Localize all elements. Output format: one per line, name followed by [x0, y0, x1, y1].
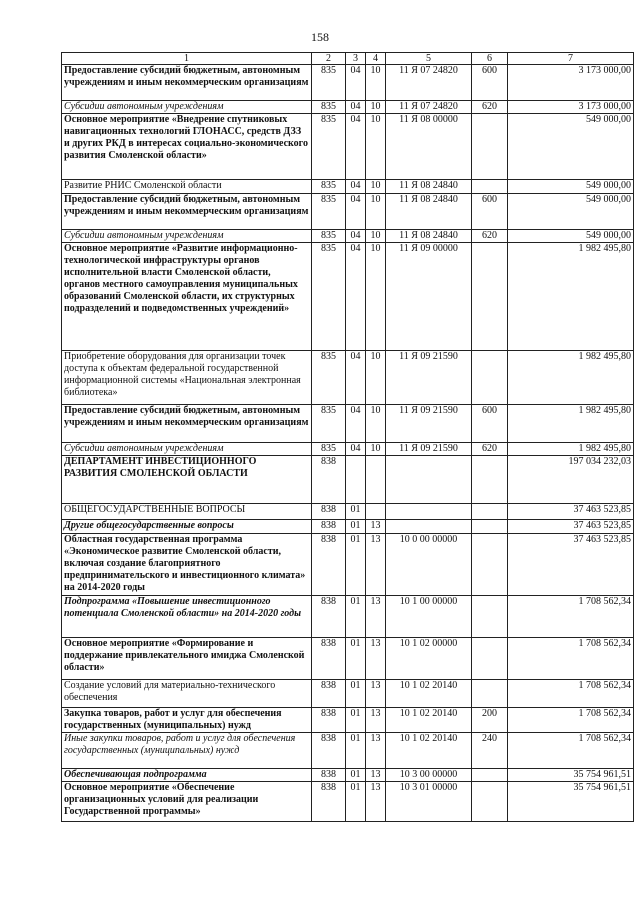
subsection-code-cell: 13	[366, 708, 386, 733]
table-row	[62, 114, 634, 180]
section-code-cell: 01	[346, 733, 366, 769]
department-code-cell: 838	[312, 769, 346, 782]
expense-type-code-cell	[472, 243, 508, 351]
department-code-cell: 838	[312, 534, 346, 596]
target-article-code-cell: 10 1 02 20140	[386, 680, 472, 708]
target-article-code-cell: 10 1 02 20140	[386, 733, 472, 769]
table-row	[62, 180, 634, 194]
item-name-cell: Приобретение оборудования для организации точек доступа к объектам федеральной государственной информационной системы «Национальная электронная библиотека»	[62, 351, 312, 405]
subsection-code-cell: 10	[366, 180, 386, 194]
table-row	[62, 534, 634, 596]
subsection-code-cell: 13	[366, 638, 386, 680]
section-code-cell: 01	[346, 596, 366, 638]
expense-type-code-cell	[472, 180, 508, 194]
amount-cell: 35 754 961,51	[508, 769, 634, 782]
item-name-cell: Областная государственная программа «Экономическое развитие Смоленской области, включая создание благоприятного предпринимательского и инвестиционного климата» на 2014-2020 годы	[62, 534, 312, 596]
target-article-code-cell: 11 Я 08 24840	[386, 180, 472, 194]
table-row	[62, 194, 634, 230]
item-name-cell: Закупка товаров, работ и услуг для обеспечения государственных (муниципальных) нужд	[62, 708, 312, 733]
column-header: 7	[508, 53, 634, 65]
table-row	[62, 733, 634, 769]
amount-cell: 1 982 495,80	[508, 405, 634, 443]
table-row	[62, 65, 634, 101]
expense-type-code-cell: 620	[472, 101, 508, 114]
target-article-code-cell: 11 Я 07 24820	[386, 101, 472, 114]
column-number-row	[62, 53, 634, 65]
expense-type-code-cell	[472, 504, 508, 520]
department-code-cell: 838	[312, 504, 346, 520]
section-code-cell: 04	[346, 101, 366, 114]
target-article-code-cell: 11 Я 08 24840	[386, 230, 472, 243]
section-code-cell: 01	[346, 708, 366, 733]
target-article-code-cell: 11 Я 07 24820	[386, 65, 472, 101]
expense-type-code-cell	[472, 351, 508, 405]
expense-type-code-cell: 240	[472, 733, 508, 769]
subsection-code-cell: 13	[366, 596, 386, 638]
table-row	[62, 243, 634, 351]
item-name-cell: Предоставление субсидий бюджетным, автономным учреждениям и иным некоммерческим организациям	[62, 405, 312, 443]
expense-type-code-cell	[472, 534, 508, 596]
department-code-cell: 838	[312, 733, 346, 769]
target-article-code-cell: 11 Я 08 24840	[386, 194, 472, 230]
column-header: 3	[346, 53, 366, 65]
section-code-cell: 01	[346, 534, 366, 596]
table-row	[62, 351, 634, 405]
subsection-code-cell: 10	[366, 405, 386, 443]
department-code-cell: 835	[312, 114, 346, 180]
amount-cell: 1 708 562,34	[508, 638, 634, 680]
section-code-cell: 01	[346, 782, 366, 822]
table-row	[62, 782, 634, 822]
column-header: 2	[312, 53, 346, 65]
target-article-code-cell: 10 3 00 00000	[386, 769, 472, 782]
section-code-cell: 04	[346, 180, 366, 194]
amount-cell: 37 463 523,85	[508, 520, 634, 534]
department-code-cell: 838	[312, 782, 346, 822]
target-article-code-cell: 10 1 02 00000	[386, 638, 472, 680]
amount-cell: 35 754 961,51	[508, 782, 634, 822]
department-code-cell: 835	[312, 443, 346, 456]
expense-type-code-cell	[472, 596, 508, 638]
department-code-cell: 838	[312, 520, 346, 534]
column-header: 4	[366, 53, 386, 65]
target-article-code-cell: 11 Я 09 00000	[386, 243, 472, 351]
expense-type-code-cell: 600	[472, 65, 508, 101]
amount-cell: 37 463 523,85	[508, 504, 634, 520]
amount-cell: 1 708 562,34	[508, 596, 634, 638]
amount-cell: 1 708 562,34	[508, 708, 634, 733]
item-name-cell: Подпрограмма «Повышение инвестиционного потенциала Смоленской области» на 2014-2020 годы	[62, 596, 312, 638]
expense-type-code-cell: 200	[472, 708, 508, 733]
subsection-code-cell: 10	[366, 114, 386, 180]
section-code-cell: 04	[346, 443, 366, 456]
item-name-cell: ОБЩЕГОСУДАРСТВЕННЫЕ ВОПРОСЫ	[62, 504, 312, 520]
item-name-cell: ДЕПАРТАМЕНТ ИНВЕСТИЦИОННОГО РАЗВИТИЯ СМОЛЕНСКОЙ ОБЛАСТИ	[62, 456, 312, 504]
target-article-code-cell: 10 1 00 00000	[386, 596, 472, 638]
column-header: 6	[472, 53, 508, 65]
table-row	[62, 708, 634, 733]
department-code-cell: 835	[312, 65, 346, 101]
item-name-cell: Предоставление субсидий бюджетным, автономным учреждениям и иным некоммерческим организациям	[62, 65, 312, 101]
expense-type-code-cell: 620	[472, 230, 508, 243]
table-row	[62, 520, 634, 534]
expense-type-code-cell: 600	[472, 405, 508, 443]
expense-type-code-cell: 600	[472, 194, 508, 230]
item-name-cell: Основное мероприятие «Формирование и поддержание привлекательного имиджа Смоленской области»	[62, 638, 312, 680]
section-code-cell: 04	[346, 114, 366, 180]
subsection-code-cell	[366, 504, 386, 520]
target-article-code-cell: 11 Я 09 21590	[386, 351, 472, 405]
subsection-code-cell: 13	[366, 680, 386, 708]
section-code-cell: 01	[346, 638, 366, 680]
expense-type-code-cell	[472, 680, 508, 708]
amount-cell: 3 173 000,00	[508, 65, 634, 101]
amount-cell: 1 982 495,80	[508, 443, 634, 456]
expense-type-code-cell	[472, 520, 508, 534]
subsection-code-cell	[366, 456, 386, 504]
section-code-cell: 04	[346, 230, 366, 243]
item-name-cell: Основное мероприятие «Обеспечение организационных условий для реализации Государственной программы»	[62, 782, 312, 822]
item-name-cell: Субсидии автономным учреждениям	[62, 230, 312, 243]
section-code-cell: 01	[346, 769, 366, 782]
subsection-code-cell: 10	[366, 351, 386, 405]
subsection-code-cell: 10	[366, 243, 386, 351]
table-row	[62, 443, 634, 456]
target-article-code-cell: 11 Я 09 21590	[386, 405, 472, 443]
section-code-cell	[346, 456, 366, 504]
item-name-cell: Иные закупки товаров, работ и услуг для обеспечения государственных (муниципальных) нужд	[62, 733, 312, 769]
expense-type-code-cell	[472, 114, 508, 180]
amount-cell: 37 463 523,85	[508, 534, 634, 596]
page-number: 158	[311, 30, 329, 44]
table-row	[62, 769, 634, 782]
expense-type-code-cell	[472, 456, 508, 504]
subsection-code-cell: 13	[366, 769, 386, 782]
column-header: 1	[62, 53, 312, 65]
section-code-cell: 04	[346, 351, 366, 405]
department-code-cell: 835	[312, 180, 346, 194]
department-code-cell: 838	[312, 680, 346, 708]
target-article-code-cell: 11 Я 09 21590	[386, 443, 472, 456]
section-code-cell: 04	[346, 405, 366, 443]
amount-cell: 549 000,00	[508, 180, 634, 194]
table-row	[62, 596, 634, 638]
target-article-code-cell: 11 Я 08 00000	[386, 114, 472, 180]
expense-type-code-cell	[472, 769, 508, 782]
table-row	[62, 680, 634, 708]
expense-type-code-cell: 620	[472, 443, 508, 456]
item-name-cell: Предоставление субсидий бюджетным, автономным учреждениям и иным некоммерческим организациям	[62, 194, 312, 230]
item-name-cell: Развитие РНИС Смоленской области	[62, 180, 312, 194]
amount-cell: 1 982 495,80	[508, 351, 634, 405]
section-code-cell: 04	[346, 194, 366, 230]
amount-cell: 3 173 000,00	[508, 101, 634, 114]
subsection-code-cell: 10	[366, 65, 386, 101]
table-row	[62, 456, 634, 504]
department-code-cell: 835	[312, 405, 346, 443]
table-row	[62, 405, 634, 443]
target-article-code-cell: 10 0 00 00000	[386, 534, 472, 596]
item-name-cell: Другие общегосударственные вопросы	[62, 520, 312, 534]
amount-cell: 549 000,00	[508, 114, 634, 180]
item-name-cell: Субсидии автономным учреждениям	[62, 101, 312, 114]
amount-cell: 1 982 495,80	[508, 243, 634, 351]
target-article-code-cell: 10 1 02 20140	[386, 708, 472, 733]
item-name-cell: Создание условий для материально-технического обеспечения	[62, 680, 312, 708]
table-row	[62, 230, 634, 243]
table-row	[62, 504, 634, 520]
section-code-cell: 01	[346, 680, 366, 708]
subsection-code-cell: 13	[366, 534, 386, 596]
item-name-cell: Основное мероприятие «Развитие информационно-технологической инфраструктуры органов исполнительной власти Смоленской области, органов местного самоуправления муниципальных образований Смоленской области, их структурных подразделений и подведомственных учреждений»	[62, 243, 312, 351]
department-code-cell: 838	[312, 596, 346, 638]
subsection-code-cell: 13	[366, 733, 386, 769]
amount-cell: 1 708 562,34	[508, 733, 634, 769]
amount-cell: 1 708 562,34	[508, 680, 634, 708]
target-article-code-cell: 10 3 01 00000	[386, 782, 472, 822]
department-code-cell: 838	[312, 456, 346, 504]
subsection-code-cell: 10	[366, 230, 386, 243]
item-name-cell: Обеспечивающая подпрограмма	[62, 769, 312, 782]
department-code-cell: 835	[312, 230, 346, 243]
column-header: 5	[386, 53, 472, 65]
item-name-cell: Субсидии автономным учреждениям	[62, 443, 312, 456]
subsection-code-cell: 13	[366, 520, 386, 534]
table-row	[62, 638, 634, 680]
subsection-code-cell: 13	[366, 782, 386, 822]
target-article-code-cell	[386, 520, 472, 534]
subsection-code-cell: 10	[366, 443, 386, 456]
expense-type-code-cell	[472, 638, 508, 680]
department-code-cell: 835	[312, 101, 346, 114]
amount-cell: 197 034 232,03	[508, 456, 634, 504]
department-code-cell: 838	[312, 638, 346, 680]
amount-cell: 549 000,00	[508, 230, 634, 243]
expense-type-code-cell	[472, 782, 508, 822]
department-code-cell: 835	[312, 194, 346, 230]
table-row	[62, 101, 634, 114]
section-code-cell: 01	[346, 520, 366, 534]
target-article-code-cell	[386, 504, 472, 520]
subsection-code-cell: 10	[366, 194, 386, 230]
amount-cell: 549 000,00	[508, 194, 634, 230]
section-code-cell: 04	[346, 243, 366, 351]
subsection-code-cell: 10	[366, 101, 386, 114]
department-code-cell: 835	[312, 351, 346, 405]
section-code-cell: 01	[346, 504, 366, 520]
budget-table	[61, 52, 634, 822]
item-name-cell: Основное мероприятие «Внедрение спутниковых навигационных технологий ГЛОНАСС, средств ДЗЗ и других РКД в интересах социально-экономического развития Смоленской области»	[62, 114, 312, 180]
section-code-cell: 04	[346, 65, 366, 101]
department-code-cell: 835	[312, 243, 346, 351]
target-article-code-cell	[386, 456, 472, 504]
department-code-cell: 838	[312, 708, 346, 733]
